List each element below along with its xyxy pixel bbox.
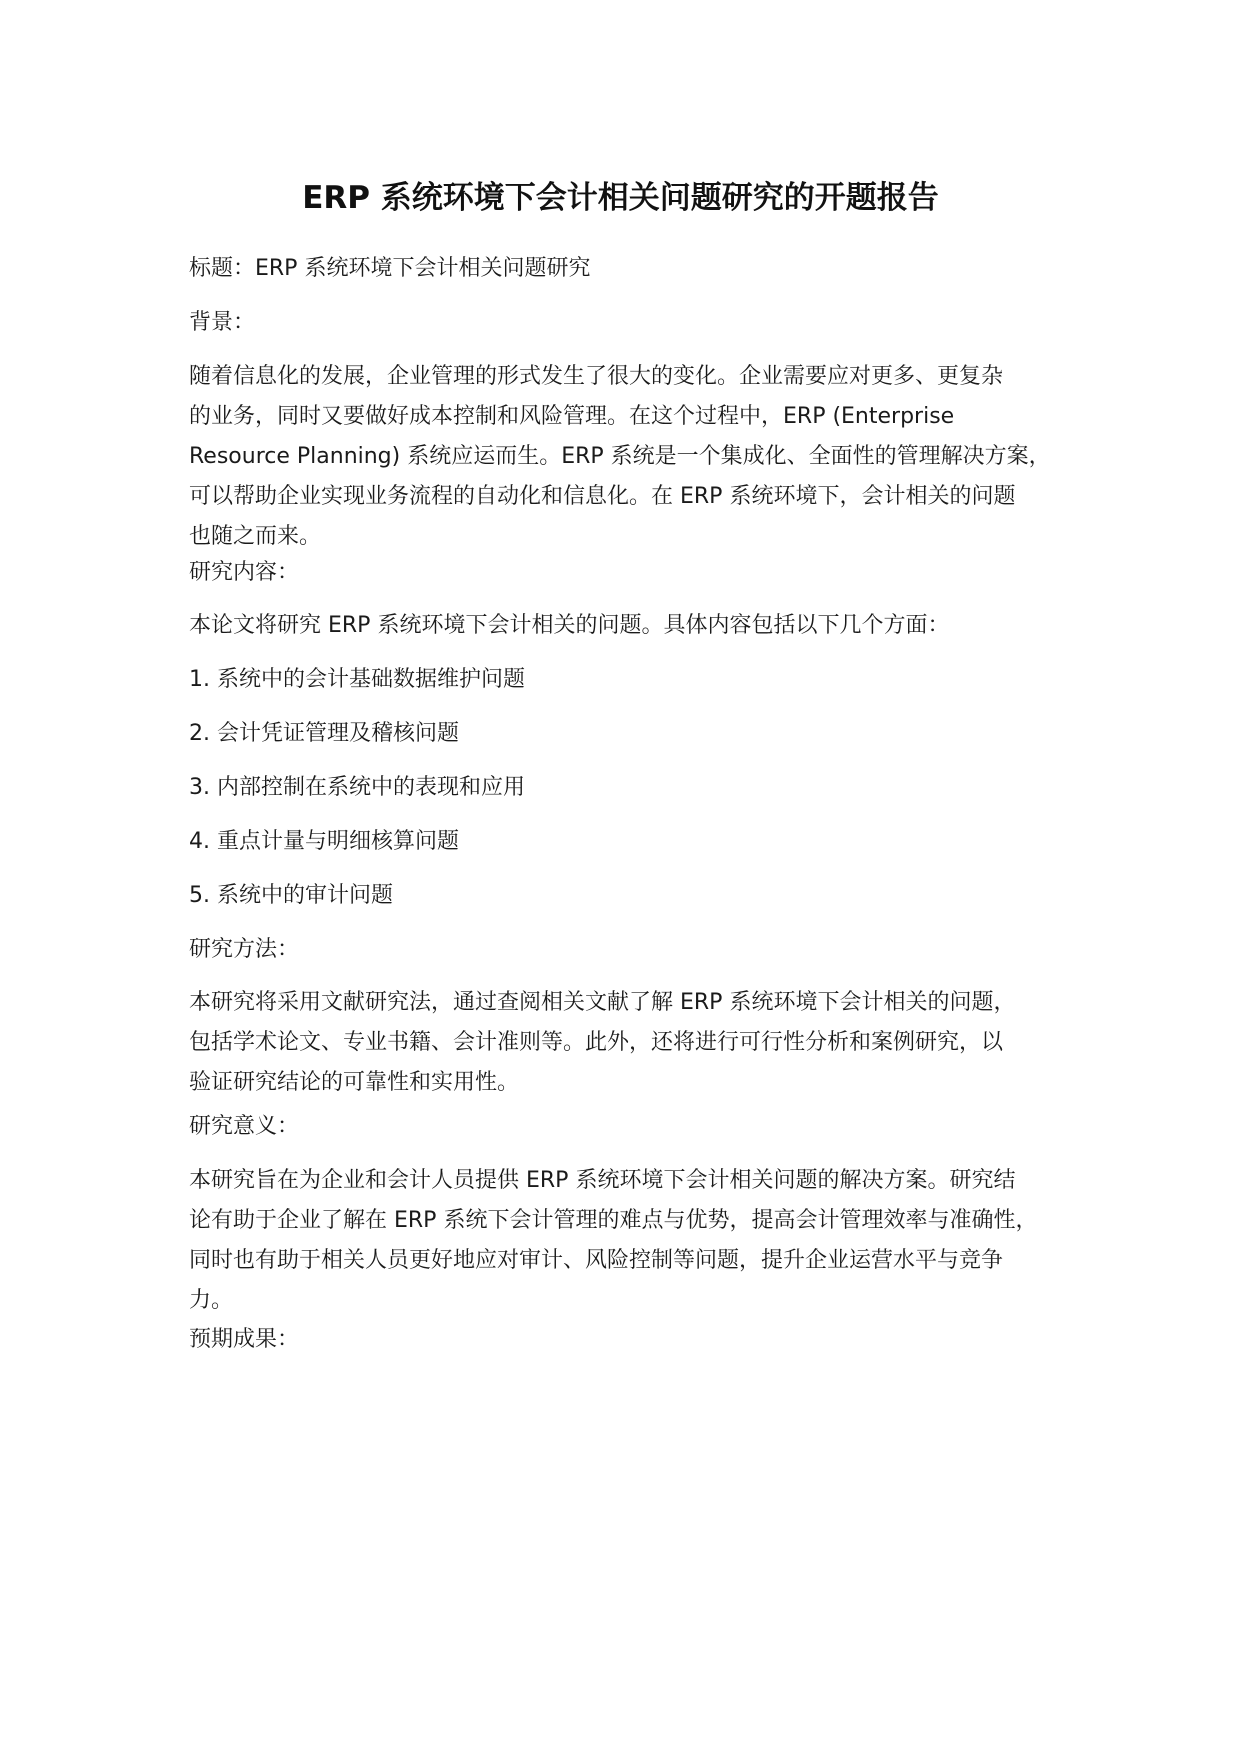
list-item: 1. 系统中的会计基础数据维护问题: [189, 667, 525, 692]
background-line: 的业务，同时又要做好成本控制和风险管理。在这个过程中，ERP (Enterprise: [189, 404, 955, 429]
list-item: 2. 会计凭证管理及稽核问题: [189, 721, 459, 746]
background-line: Resource Planning) 系统应运而生。ERP 系统是一个集成化、全面性的管理解决方案，: [189, 444, 1051, 469]
method-heading: 研究方法：: [189, 937, 300, 962]
significance-paragraph: [189, 1161, 1089, 1321]
background-line: 也随之而来。: [189, 524, 322, 549]
significance-line: 力。: [189, 1288, 234, 1313]
method-line: 验证研究结论的可靠性和实用性。: [189, 1070, 520, 1095]
significance-line: 同时也有助于相关人员更好地应对审计、风险控制等问题，提升企业运营水平与竞争: [189, 1248, 1004, 1273]
significance-line: 论有助于企业了解在 ERP 系统下会计管理的难点与优势，提高会计管理效率与准确性，: [189, 1208, 1038, 1233]
list-item: 5. 系统中的审计问题: [189, 883, 393, 908]
background-paragraph: [189, 357, 1089, 557]
method-paragraph: [189, 983, 1089, 1103]
subject-line: 标题：ERP 系统环境下会计相关问题研究: [189, 256, 591, 281]
background-heading: 背景：: [189, 310, 256, 335]
background-line: 可以帮助企业实现业务流程的自动化和信息化。在 ERP 系统环境下，会计相关的问题: [189, 484, 1016, 509]
method-line: 本研究将采用文献研究法，通过查阅相关文献了解 ERP 系统环境下会计相关的问题，: [189, 990, 1016, 1015]
background-line: 随着信息化的发展，企业管理的形式发生了很大的变化。企业需要应对更多、更复杂: [189, 364, 1004, 389]
significance-heading: 研究意义：: [189, 1114, 300, 1139]
content-intro: 本论文将研究 ERP 系统环境下会计相关的问题。具体内容包括以下几个方面：: [189, 613, 950, 638]
document-title: ERP 系统环境下会计相关问题研究的开题报告: [302, 180, 939, 216]
list-item: 3. 内部控制在系统中的表现和应用: [189, 775, 525, 800]
content-heading: 研究内容：: [189, 560, 300, 585]
outcome-heading: 预期成果：: [189, 1327, 300, 1352]
method-line: 包括学术论文、专业书籍、会计准则等。此外，还将进行可行性分析和案例研究，以: [189, 1030, 1004, 1055]
list-item: 4. 重点计量与明细核算问题: [189, 829, 459, 854]
significance-line: 本研究旨在为企业和会计人员提供 ERP 系统环境下会计相关问题的解决方案。研究结: [189, 1168, 1016, 1193]
